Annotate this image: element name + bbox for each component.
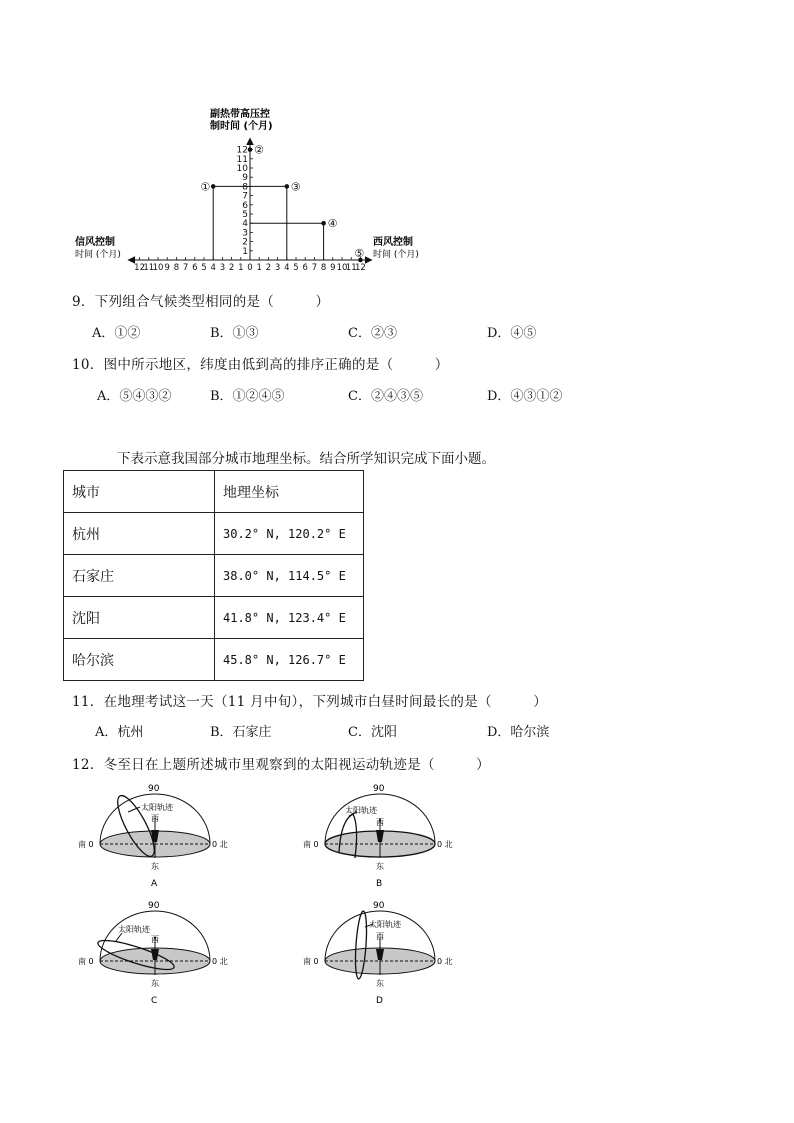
panel-letter: A xyxy=(151,879,158,889)
y-tick-label: 6 xyxy=(242,200,248,211)
north-label: 0 北 xyxy=(437,840,453,849)
north-label: 0 北 xyxy=(212,840,228,849)
sun-path-diagram-d[interactable] xyxy=(303,897,463,1007)
x-tick-label: 5 xyxy=(201,263,207,273)
q9-option-b[interactable]: B．①③ xyxy=(210,326,259,341)
x-tick-label: 3 xyxy=(219,263,226,273)
y-tick-label: 3 xyxy=(242,228,248,239)
x-tick-label: 2 xyxy=(228,263,235,273)
q11-option-b[interactable]: B．石家庄 xyxy=(210,725,272,740)
table-cell-city: 石家庄 xyxy=(64,555,215,597)
table-cell-city: 杭州 xyxy=(64,513,215,555)
table-cell-coords: 41.8° N, 123.4° E xyxy=(215,597,364,639)
y-axis-label-line2: 制时间 (个月) xyxy=(210,121,273,132)
sun-path-pointer xyxy=(116,933,122,941)
sun-path-label: 太阳轨迹 xyxy=(141,803,173,812)
q9-option-c[interactable]: C．②③ xyxy=(348,326,397,341)
x-tick-label: 11 xyxy=(143,263,155,273)
table-cell-city: 哈尔滨 xyxy=(64,639,215,681)
x-tick-label: 8 xyxy=(320,263,327,273)
y-tick-label: 4 xyxy=(242,219,248,230)
x-tick-label: 4 xyxy=(210,263,216,273)
question-12-stem: 12．冬至日在上题所述城市里观察到的太阳视运动轨迹是（ ） xyxy=(72,757,490,773)
panel-letter: D xyxy=(376,996,383,1006)
x-tick-label: 5 xyxy=(293,263,299,273)
x-tick-label: 1 xyxy=(238,263,244,273)
x-tick-label: 10 xyxy=(152,263,164,273)
zenith-label: 90 xyxy=(148,784,160,794)
table-cell-city: 沈阳 xyxy=(64,597,215,639)
data-point xyxy=(211,185,215,189)
data-point xyxy=(248,148,252,152)
sun-path-diagram-a[interactable] xyxy=(78,780,238,890)
right-axis-label-line2: 时间 (个月) xyxy=(373,250,419,260)
x-tick-label: 8 xyxy=(173,263,180,273)
south-label: 南 0 xyxy=(303,840,319,849)
x-axis-arrow-right xyxy=(365,257,371,263)
x-tick-label: 4 xyxy=(284,263,290,273)
sun-path-diagram-b[interactable] xyxy=(303,780,463,890)
east-label: 东 xyxy=(151,979,159,988)
left-axis-label-line1: 信风控制 xyxy=(75,237,115,248)
x-tick-label: 11 xyxy=(345,263,357,273)
east-label: 东 xyxy=(151,862,159,871)
table-cell-coords: 45.8° N, 126.7° E xyxy=(215,639,364,681)
y-tick-label: 11 xyxy=(236,154,248,165)
right-axis-label-line1: 西风控制 xyxy=(373,237,413,248)
north-label: 0 北 xyxy=(212,957,228,966)
q10-option-a[interactable]: A．⑤④③② xyxy=(97,389,172,404)
west-label: 西 xyxy=(151,935,159,944)
y-tick-label: 2 xyxy=(242,237,248,248)
x-tick-label: 7 xyxy=(182,263,189,273)
question-10-stem: 10．图中所示地区，纬度由低到高的排序正确的是（ ） xyxy=(72,357,449,373)
y-tick-label: 12 xyxy=(236,145,248,156)
east-label: 东 xyxy=(376,862,384,871)
left-axis-label-line2: 时间 (个月) xyxy=(75,250,121,260)
north-label: 0 北 xyxy=(437,957,453,966)
question-11-stem: 11．在地理考试这一天（11 月中旬），下列城市白昼时间最长的是（ ） xyxy=(72,694,547,710)
data-point xyxy=(322,221,326,225)
table-row xyxy=(64,597,364,639)
panel-letter: C xyxy=(151,996,158,1006)
table-header-coords: 地理坐标 xyxy=(215,471,364,513)
sun-path-label: 太阳轨迹 xyxy=(118,925,150,934)
table-row xyxy=(64,639,364,681)
x-tick-label: 7 xyxy=(311,263,318,273)
data-point-label: ④ xyxy=(327,217,338,231)
y-axis-label-line1: 副热带高压控 xyxy=(210,109,270,120)
climate-control-chart xyxy=(60,100,460,280)
q11-option-c[interactable]: C．沈阳 xyxy=(348,725,397,740)
zenith-label: 90 xyxy=(373,901,385,911)
x-tick-label: 10 xyxy=(336,263,348,273)
west-label: 西 xyxy=(151,814,159,823)
data-point-label: ⑤ xyxy=(354,247,365,260)
q9-option-d[interactable]: D．④⑤ xyxy=(487,326,537,341)
q10-option-d[interactable]: D．④③①② xyxy=(487,389,563,404)
table-cell-coords: 30.2° N, 120.2° E xyxy=(215,513,364,555)
x-tick-label: 12 xyxy=(354,263,366,273)
y-axis-arrow xyxy=(247,139,253,145)
table-row xyxy=(64,513,364,555)
q9-option-a[interactable]: A．①② xyxy=(92,326,141,341)
x-tick-label: 2 xyxy=(265,263,272,273)
data-point-label: ① xyxy=(200,180,211,194)
data-point-label: ② xyxy=(254,143,264,157)
y-tick-label: 7 xyxy=(242,191,248,202)
y-tick-label: 8 xyxy=(242,182,248,193)
sun-path-label: 太阳轨迹 xyxy=(345,806,377,815)
y-tick-label: 10 xyxy=(236,164,248,174)
x-tick-label: 1 xyxy=(256,263,262,273)
table-cell-coords: 38.0° N, 114.5° E xyxy=(215,555,364,597)
x-tick-label: 6 xyxy=(192,263,198,273)
x-tick-label: 9 xyxy=(330,263,336,273)
south-label: 南 0 xyxy=(78,957,94,966)
table-intro: 下表示意我国部分城市地理坐标。结合所学知识完成下面小题。 xyxy=(117,451,495,467)
table-header-row xyxy=(64,471,364,513)
x-tick-label: 9 xyxy=(164,263,170,273)
zenith-label: 90 xyxy=(373,784,385,794)
x-tick-label: 6 xyxy=(302,263,308,273)
q11-option-d[interactable]: D．哈尔滨 xyxy=(487,725,550,740)
question-9-stem: 9．下列组合气候类型相同的是（ ） xyxy=(72,294,330,310)
y-tick-label: 5 xyxy=(242,210,248,220)
zenith-label: 90 xyxy=(148,901,160,911)
data-point xyxy=(285,185,289,189)
x-tick-label: 12 xyxy=(134,263,146,273)
west-label: 西 xyxy=(376,818,384,827)
q11-option-a[interactable]: A．杭州 xyxy=(95,725,144,740)
y-tick-label: 1 xyxy=(242,246,248,257)
q10-option-c[interactable]: C．②④③⑤ xyxy=(348,389,423,404)
table-row xyxy=(64,555,364,597)
city-coordinates-table xyxy=(63,470,364,681)
q10-option-b[interactable]: B．①②④⑤ xyxy=(210,389,285,404)
east-label: 东 xyxy=(376,979,384,988)
south-label: 南 0 xyxy=(303,957,319,966)
sun-path-diagram-c[interactable] xyxy=(78,897,238,1007)
west-label: 西 xyxy=(376,932,384,941)
data-point-label: ③ xyxy=(290,180,301,194)
y-tick-label: 9 xyxy=(242,173,248,184)
sun-path-label: 太阳轨迹 xyxy=(369,920,401,929)
south-label: 南 0 xyxy=(78,840,94,849)
x-tick-label-zero: 0 xyxy=(247,263,253,273)
table-header-city: 城市 xyxy=(64,471,215,513)
panel-letter: B xyxy=(376,879,383,889)
x-tick-label: 3 xyxy=(274,263,281,273)
